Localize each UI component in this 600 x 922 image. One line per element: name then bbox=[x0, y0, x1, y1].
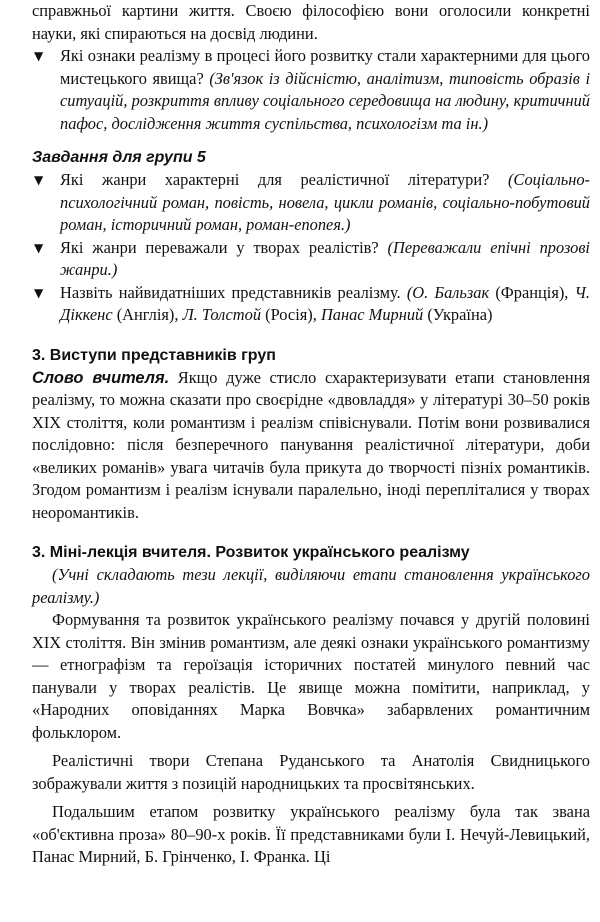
triangle-bullet-icon: ▼ bbox=[34, 285, 44, 300]
question-text: Які жанри характерні для реалістичної літератури? bbox=[60, 170, 508, 189]
triangle-bullet-icon: ▼ bbox=[34, 49, 44, 63]
question-text: Назвіть найвидатніших представників реалізму. bbox=[60, 282, 407, 302]
section-lecture-heading: 3. Міні-лекція вчителя. Розвиток українського реалізму bbox=[32, 544, 470, 561]
teacher-word-text: Якщо дуже стисло схарактеризувати етапи становлення реалізму, то можна сказати про своєрідне «двовладдя» у літературі 30–50 років XIX століття, коли романтизм і реалізм співіснували. Потім вони розвивалися послідовно: після безперечного панування реалістичної літератури, доби «великих романів» увага читачів була прикута до творчості пізніх романтиків. Згодом романтизм і реалізм існували паралельно, іноді перепліталися у творах неоромантиків. bbox=[32, 367, 590, 522]
teacher-word-paragraph bbox=[32, 367, 590, 525]
group-5-heading: Завдання для групи 5 bbox=[32, 149, 206, 166]
author-country: (Франція), bbox=[489, 282, 575, 302]
author-name: (О. Бальзак bbox=[406, 282, 490, 302]
author-country: (Україна) bbox=[423, 305, 493, 324]
teacher-word-label: Слово вчителя. bbox=[32, 368, 170, 387]
lecture-note: (Учні складають тези лекції, виділяючи етапи становлення українського реалізму.) bbox=[32, 565, 590, 607]
author-name: Панас Мирний bbox=[320, 305, 424, 324]
triangle-bullet-icon: ▼ bbox=[34, 240, 44, 255]
intro-paragraph: справжньої картини життя. Своєю філософією вони оголосили конкретні науки, які спираються на досвід людини. bbox=[32, 1, 590, 43]
answer-text: (Соціально-психологічний роман, повість, новела, цикли романів, соціально-побутовий роман, історичний роман, роман-епопея.) bbox=[60, 170, 590, 234]
list-item bbox=[32, 45, 590, 135]
author-country: (Англія), bbox=[112, 305, 183, 324]
author-name: Л. Толстой bbox=[182, 305, 262, 324]
lecture-paragraph-2: Реалістичні твори Степана Руданського та Анатолія Свидницького зображували життя з позицій народницьких та просвітянських. bbox=[32, 751, 590, 793]
answer-text: (Переважали епічні прозові жанри.) bbox=[60, 237, 590, 279]
author-name: Ч. Діккенс bbox=[60, 282, 590, 324]
triangle-bullet-icon: ▼ bbox=[34, 173, 44, 187]
question-text: Які жанри переважали у творах реалістів? bbox=[60, 237, 388, 257]
section-groups-heading: 3. Виступи представників груп bbox=[32, 346, 276, 364]
lecture-paragraph-3: Подальшим етапом розвитку українського реалізму була так звана «об'єктивна проза» 80–90-х років. Її представниками були І. Нечуй-Левицький, Панас Мирний, Б. Грінченко, І. Франка. Ці bbox=[32, 802, 590, 866]
list-item bbox=[32, 169, 590, 237]
answer-text: (Зв'язок із дійсністю, аналітизм, типовість образів і ситуацій, розкриття впливу соціального середовища на людину, критичний пафос, дослідження життя суспільства, психологізм та ін.) bbox=[60, 68, 590, 133]
list-item bbox=[32, 282, 590, 327]
author-country: (Росія), bbox=[261, 305, 321, 324]
lecture-paragraph-1: Формування та розвиток українського реалізму почався у другій половині XIX століття. Він змінив романтизм, але деякі ознаки українського романтизму — етнографізм та героїзація історичних постатей минулого певний час панували у творах реалістів. Це явище можна помітити, наприклад, у «Народних оповіданнях Марка Вовчка» забарвлених романтичним фольклором. bbox=[32, 610, 590, 742]
question-text: Які ознаки реалізму в процесі його розвитку стали характерними для цього мистецького явища? bbox=[60, 46, 590, 88]
list-item bbox=[32, 237, 590, 282]
